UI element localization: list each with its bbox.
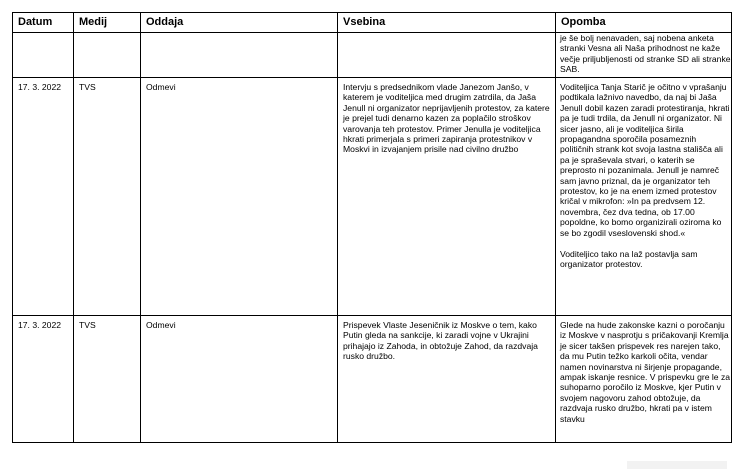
- table-row: [13, 316, 732, 443]
- header-oddaja: Oddaja: [141, 13, 338, 33]
- header-opomba: Opomba: [556, 13, 732, 33]
- cell-datum: 17. 3. 2022: [13, 78, 74, 316]
- cell-opomba: je še bolj nenavaden, saj nobena anketa stranki Vesna ali Naša prihodnost ne kaže večje priljubljenosti od stranke SD ali stranke SAB.: [556, 33, 732, 78]
- cell-medij: TVS: [74, 78, 141, 316]
- cell-oddaja: Odmevi: [141, 316, 338, 443]
- cell-datum: [13, 33, 74, 78]
- media-report-table: [12, 12, 732, 443]
- table-header-row: [13, 13, 732, 33]
- header-medij: Medij: [74, 13, 141, 33]
- cell-datum: 17. 3. 2022: [13, 316, 74, 443]
- cell-opomba: Glede na hude zakonske kazni o poročanju iz Moskve v nasprotju s pričakovanji Kremlja je sicer takšen prispevek res narejen tako, da mu Putin težko karkoli očita, vendar namen novinarstva ni širjenje propagande, ampak iskanje resnice. V prispevku gre le za suhoparno poročilo iz Moskve, kjer Putin v svojem nagovoru zahod obtožuje, da razdvaja rusko družbo, hkrati pa v istem stavku: [556, 316, 732, 443]
- page-footer-strip: [627, 461, 727, 469]
- table-row: [13, 78, 732, 316]
- cell-oddaja: Odmevi: [141, 78, 338, 316]
- table-row: [13, 33, 732, 78]
- cell-vsebina: Intervju s predsednikom vlade Janezom Janšo, v katerem je voditeljica med drugim zatrdila, da Jaša Jenull ni organizator neprijavljenih protestov, za katere je prejel tudi denarno kazen za poplačilo stroškov varovanja teh protestov. Primer Jenulla je voditeljica hkrati primerjala s primeri zapiranja protestnikov v Moskvi in izvajanjem prisile nad civilno družbo: [338, 78, 556, 316]
- cell-medij: TVS: [74, 316, 141, 443]
- cell-vsebina: Prispevek Vlaste Jeseničnik iz Moskve o tem, kako Putin gleda na sankcije, ki zaradi vojne v Ukrajini prihajajo iz Zahoda, in obtožuje Zahod, da razdvaja rusko družbo.: [338, 316, 556, 443]
- cell-opomba: Voditeljica Tanja Starič je očitno v vprašanju podtikala lažnivo navedbo, da naj bi Jaša Jenull dobil kazen zaradi protestiranja, hkrati pa je tudi trdila, da Jenull ni organizator. Ni sicer jasno, ali je voditeljica širila propagandna sporočila posameznih političnih strank kot svoja lastna stališča ali pa je spraševala stvari, o katerih se preprosto ni pozanimala. Jenull je namreč sam javno priznal, da je organizator teh protestov, ko je na enem izmed protestov kričal v mikrofon: »In pa predvsem 12. novembra, čez dva tedna, ob 17.00 popoldne, ko bomo organizirali oziroma ko se bo zgodil vseslovenski shod.« Voditeljico tako na laž postavlja sam organizator protestov.: [556, 78, 732, 316]
- cell-vsebina: [338, 33, 556, 78]
- header-datum: Datum: [13, 13, 74, 33]
- cell-medij: [74, 33, 141, 78]
- header-vsebina: Vsebina: [338, 13, 556, 33]
- cell-oddaja: [141, 33, 338, 78]
